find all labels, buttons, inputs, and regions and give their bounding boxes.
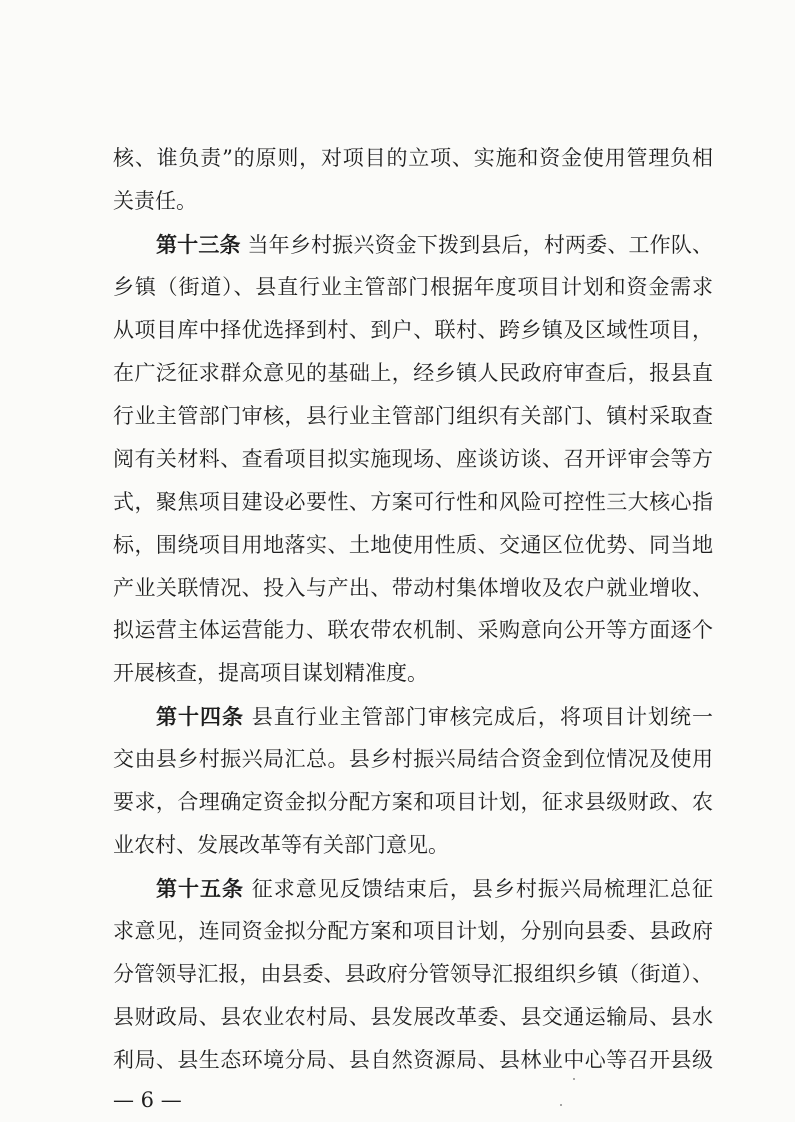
page-number: — 6 — xyxy=(113,1088,182,1112)
article-13-first-line xyxy=(156,234,713,258)
paragraph-line: 关责任。 xyxy=(113,189,197,213)
paragraph-line: 核、谁负责”的原则，对项目的立项、实施和资金使用管理负相 xyxy=(113,146,713,170)
article-13-heading: 第十三条 xyxy=(156,232,241,257)
paragraph-line: 分管领导汇报，由县委、县政府分管领导汇报组织乡镇（街道）、 xyxy=(113,962,713,986)
paragraph-line: 要求，合理确定资金拟分配方案和项目计划，征求县级财政、农 xyxy=(113,790,713,814)
paragraph-line: 业农村、发展改革等有关部门意见。 xyxy=(113,833,449,857)
paragraph-line: 阅有关材料、查看项目拟实施现场、座谈访谈、召开评审会等方 xyxy=(113,447,713,471)
paragraph-line: 利局、县生态环境分局、县自然资源局、县林业中心等召开县级 xyxy=(113,1048,713,1072)
scan-speck xyxy=(560,1104,562,1106)
article-14-first-line xyxy=(156,706,713,730)
article-14-text: 县直行业主管部门审核完成后，将项目计划统一 xyxy=(251,705,714,729)
paragraph-line: 从项目库中择优选择到村、到户、联村、跨乡镇及区域性项目， xyxy=(113,318,713,342)
paragraph-line: 产业关联情况、投入与产出、带动村集体增收及农户就业增收、 xyxy=(113,576,713,600)
article-15-heading: 第十五条 xyxy=(156,876,245,901)
paragraph-line: 开展核查，提高项目谋划精准度。 xyxy=(113,661,428,685)
article-13-text: 当年乡村振兴资金下拨到县后，村两委、工作队、 xyxy=(247,233,713,257)
article-15-first-line xyxy=(156,878,713,902)
paragraph-line: 拟运营主体运营能力、联农带农机制、采购意向公开等方面逐个 xyxy=(113,618,713,642)
paragraph-line: 行业主管部门审核，县行业主管部门组织有关部门、镇村采取查 xyxy=(113,404,713,428)
paragraph-line: 式，聚焦项目建设必要性、方案可行性和风险可控性三大核心指 xyxy=(113,490,713,514)
paragraph-line: 在广泛征求群众意见的基础上，经乡镇人民政府审查后，报县直 xyxy=(113,361,713,385)
article-15-text: 征求意见反馈结束后，县乡村振兴局梳理汇总征 xyxy=(251,877,714,901)
paragraph-line: 标，围绕项目用地落实、土地使用性质、交通区位优势、同当地 xyxy=(113,533,713,557)
paragraph-line: 县财政局、县农业农村局、县发展改革委、县交通运输局、县水 xyxy=(113,1005,713,1029)
paragraph-line: 求意见，连同资金拟分配方案和项目计划，分别向县委、县政府 xyxy=(113,919,713,943)
article-14-heading: 第十四条 xyxy=(156,704,245,729)
paragraph-line: 交由县乡村振兴局汇总。县乡村振兴局结合资金到位情况及使用 xyxy=(113,747,713,771)
scan-speck xyxy=(573,1078,575,1080)
paragraph-line: 乡镇（街道）、县直行业主管部门根据年度项目计划和资金需求 xyxy=(113,275,713,299)
